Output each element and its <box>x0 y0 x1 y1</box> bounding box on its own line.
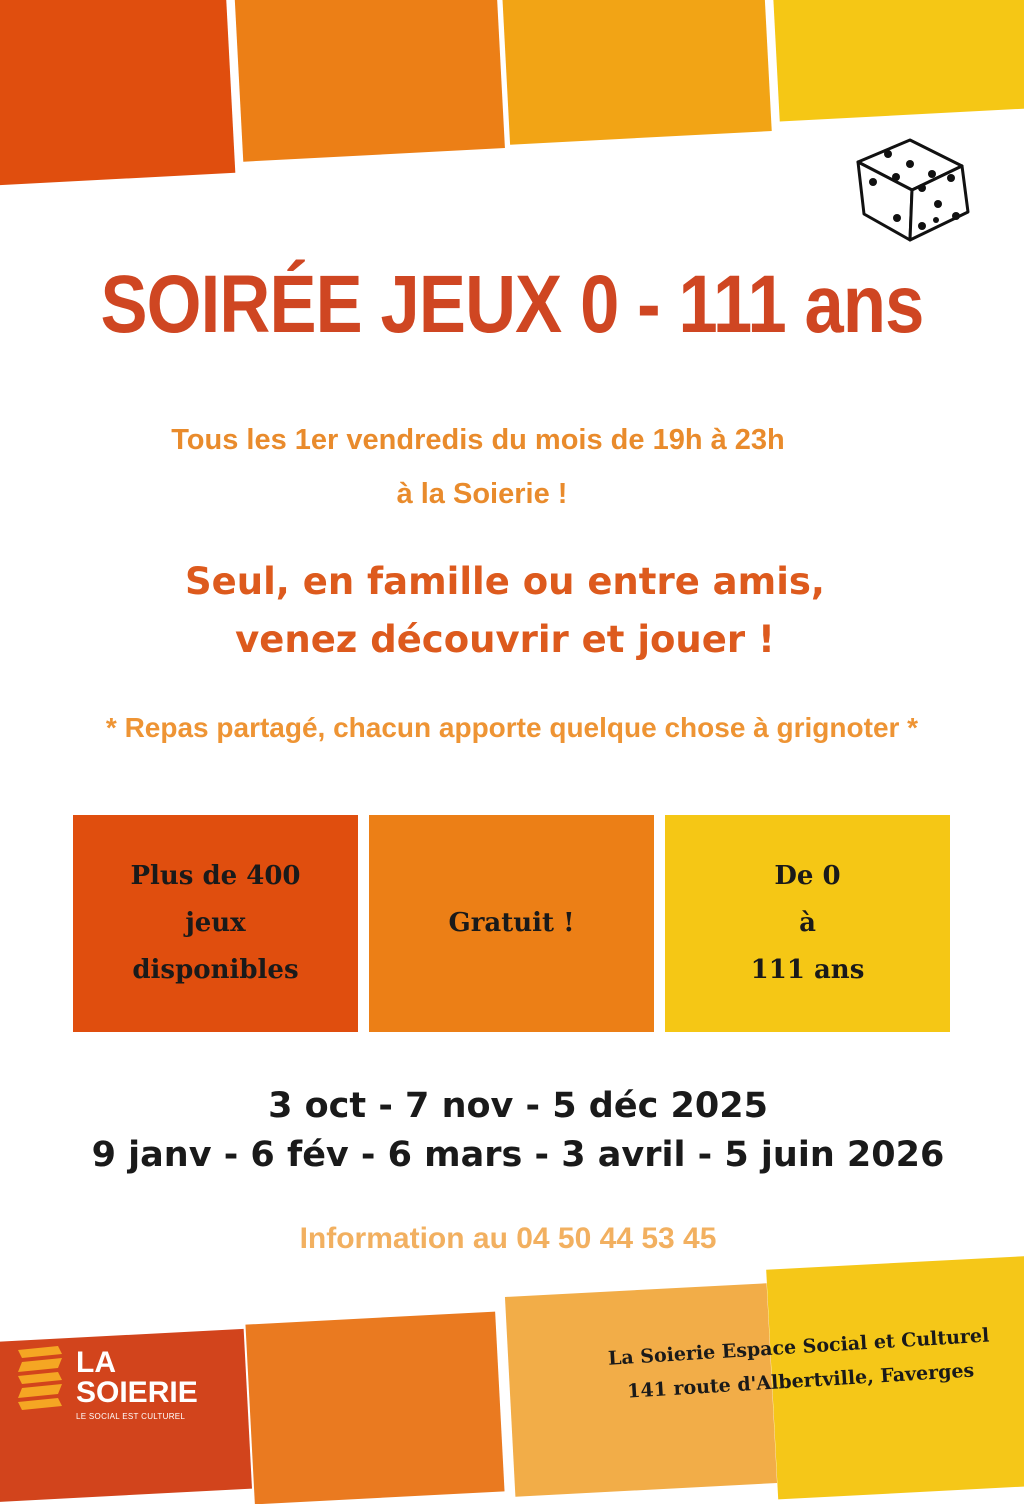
top-tile-yellow <box>771 0 1024 121</box>
feature-box-games <box>73 815 358 1032</box>
venue-text: à la Soierie ! <box>396 478 568 510</box>
feature-ages-line: De 0 <box>774 861 841 891</box>
tagline-line-2: venez découvrir et jouer ! <box>235 618 775 661</box>
information-phone: Information au 04 50 44 53 45 <box>299 1222 717 1255</box>
logo-subtitle: LE SOCIAL EST CULTUREL <box>76 1412 186 1421</box>
dates-2026: 9 janv - 6 fév - 6 mars - 3 avril - 5 juin 2026 <box>91 1135 945 1175</box>
bottom-tile-orange <box>245 1312 504 1504</box>
feature-box-ages <box>665 815 950 1032</box>
dates-2025: 3 oct - 7 nov - 5 déc 2025 <box>268 1086 768 1126</box>
top-tile-red <box>0 0 235 187</box>
feature-games-line: jeux <box>185 908 246 938</box>
top-tile-amber <box>500 0 771 145</box>
feature-box-free <box>369 815 654 1032</box>
address-line-1: La Soierie Espace Social et Culturel <box>607 1324 990 1370</box>
feature-games-line: Plus de 400 <box>130 861 301 891</box>
meal-note: * Repas partagé, chacun apporte quelque chose à grignoter * <box>105 712 919 743</box>
schedule-text: Tous les 1er vendredis du mois de 19h à 23h <box>171 424 785 456</box>
tagline-line-1: Seul, en famille ou entre amis, <box>185 560 825 603</box>
feature-ages-line: 111 ans <box>750 955 865 985</box>
dice-icon <box>852 124 974 246</box>
feature-ages-line: à <box>799 908 816 938</box>
la-soierie-logo-icon <box>14 1346 66 1418</box>
address-line-2: 141 route d'Albertville, Faverges <box>626 1359 975 1403</box>
logo-text-line-1: LA <box>76 1346 116 1379</box>
feature-free-line: Gratuit ! <box>448 908 575 938</box>
feature-games-line: disponibles <box>132 955 299 985</box>
top-tile-orange <box>233 0 505 162</box>
poster-title: SOIRÉE JEUX 0 - 111 ans <box>100 259 924 350</box>
logo-text-line-2: SOIERIE <box>76 1376 198 1409</box>
